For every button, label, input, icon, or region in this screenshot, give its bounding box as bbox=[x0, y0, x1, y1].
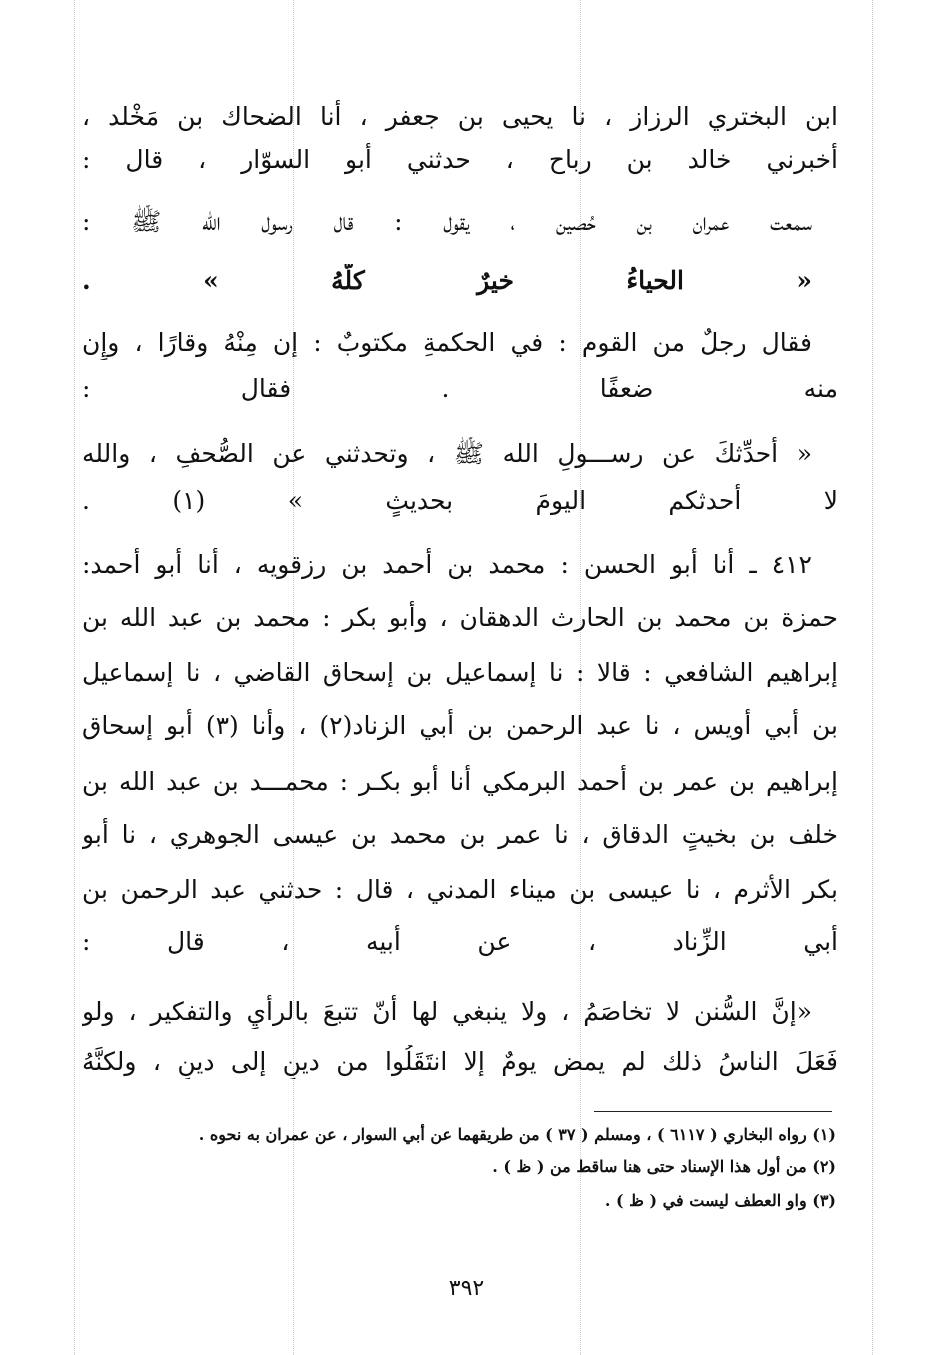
footnote-3: (٣) واو العطف ليست في ( ظ ) . bbox=[604, 1191, 836, 1210]
text-line: منه ضعفًا . فقال : bbox=[82, 374, 838, 403]
text-line: أخبرني خالد بن رباح ، حدثني أبو السوّار ، قال : bbox=[82, 145, 838, 174]
text-line: إبراهيم بن عمر بن أحمد البرمكي أنا أبو بكـر : محمـــد بن عبد الله بن bbox=[82, 767, 838, 796]
page-number: ٣٩٢ bbox=[448, 1276, 485, 1301]
scan-guide-line bbox=[872, 0, 873, 1355]
footnote-1: (١) رواه البخاري ( ٦١١٧ ) ، ومسلم ( ٣٧ ) من طريقهما عن أبي السوار ، عن عمران به نحوه . bbox=[198, 1125, 836, 1144]
text-line: لا أُحدثكم اليومَ بحديثٍ » (١) . bbox=[82, 486, 838, 515]
text-line: فَعَلَ الناسُ ذلك لم يمض يومٌ إلا انتَقَلُوا من دينٍ إلى دينٍ ، ولكنَّهُ bbox=[82, 1047, 838, 1076]
scan-guide-line bbox=[74, 0, 75, 1355]
text-line: حمزة بن محمد بن الحارث الدهقان ، وأبو بكر : محمد بن عبد الله بن bbox=[82, 603, 838, 632]
text-line: سمعت عمران بن حُصين ، يقول : قال رسول الله ﷺ : bbox=[82, 207, 812, 236]
text-line: أبي الزِّناد ، عن أبيه ، قال : bbox=[82, 927, 838, 956]
text-line: خلف بن بخيتٍ الدقاق ، نا عمر بن محمد بن عيسى الجوهري ، نا أبو bbox=[82, 820, 838, 849]
hadith-text: « الحياءُ خيرٌ كلُّهُ » . bbox=[82, 266, 812, 295]
text-line: فقال رجلٌ من القوم : في الحكمةِ مكتوبٌ : إن مِنْهُ وقارًا ، وإِن bbox=[82, 328, 813, 357]
text-line: بن أبي أويس ، نا عبد الرحمن بن أبي الزناد(٢) ، وأنا (٣) أبو إسحاق bbox=[82, 711, 838, 740]
text-line: إبراهيم الشافعي : قالا : نا إسماعيل بن إسحاق القاضي ، نا إسماعيل bbox=[82, 658, 838, 687]
footnote-2: (٢) من أول هذا الإسناد حتى هنا ساقط من ( ظ ) . bbox=[492, 1157, 836, 1176]
text-line: بكر الأثرم ، نا عيسى بن ميناء المدني ، قال : حدثني عبد الرحمن بن bbox=[82, 875, 838, 904]
text-line: « أُحدِّثكَ عن رســـولِ الله ﷺ ، وتحدثني عن الصُّحفِ ، والله bbox=[82, 439, 812, 468]
text-line: ابن البختري الرزاز ، نا يحيى بن جعفر ، أنا الضحاك بن مَخْلد ، bbox=[82, 102, 838, 131]
text-line: «إنَّ السُّنن لا تخاصَمُ ، ولا ينبغي لها أنّ تتبعَ بالرأيِ والتفكير ، ولو bbox=[82, 997, 812, 1026]
footnote-separator bbox=[594, 1111, 832, 1112]
entry-heading-412: ٤١٢ ـ أنا أبو الحسن : محمد بن أحمد بن رزقويه ، أنا أبو أحمد: bbox=[82, 550, 812, 579]
